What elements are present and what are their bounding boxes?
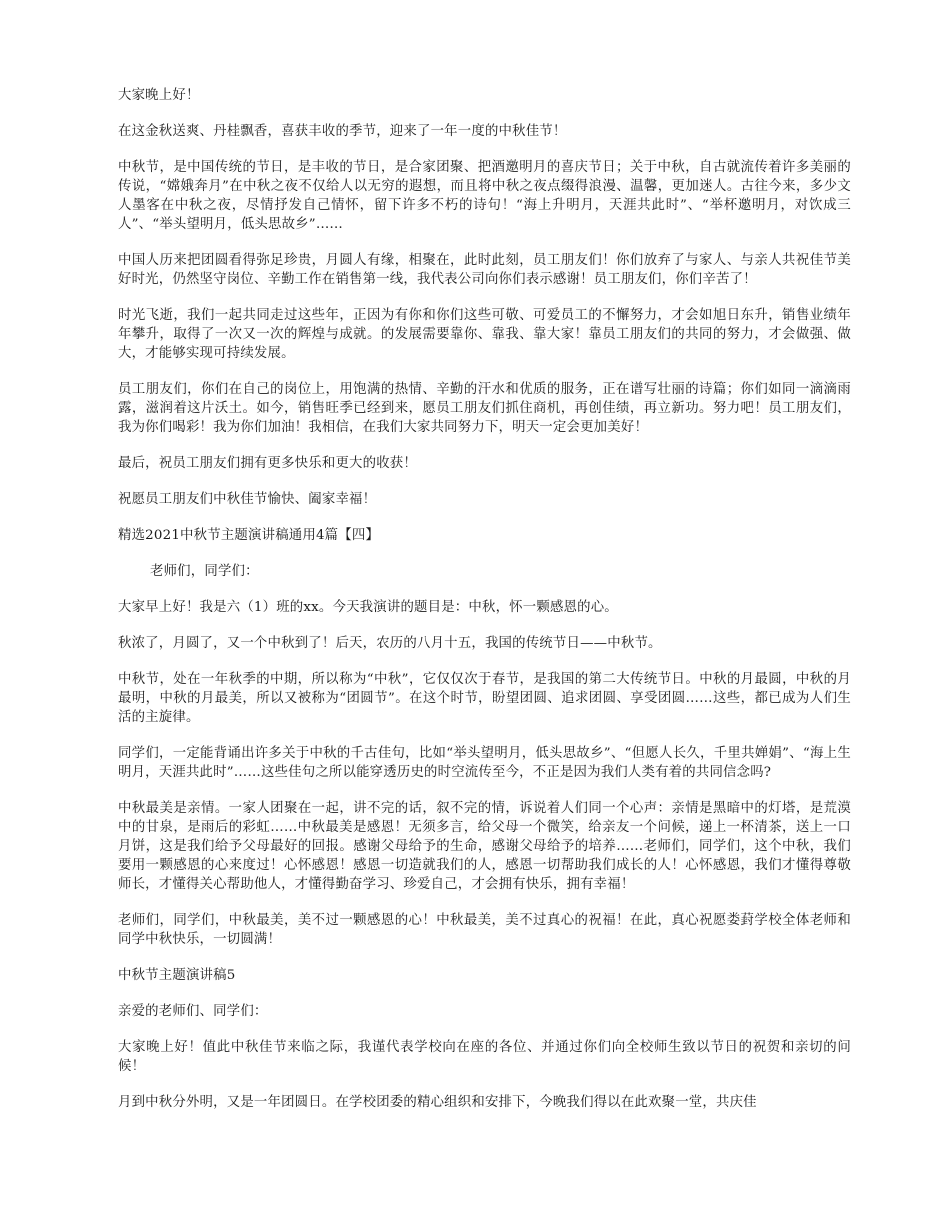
section-heading: 中秋节主题演讲稿5 [118,968,236,983]
paragraph-intro: 在这金秋送爽、丹桂飘香，喜获丰收的季节，迎来了一年一度的中秋佳节！ [118,124,567,139]
paragraph: 最后，祝员工朋友们拥有更多快乐和更大的收获！ [118,456,417,471]
paragraph: 月到中秋分外明，又是一年团圆日。在学校团委的精心组织和安排下，今晚我们得以在此欢聚一堂，共庆佳 [118,1095,757,1110]
paragraph-salutation: 老师们，同学们： [150,564,259,579]
paragraph: 大家早上好！我是六（1）班的xx。今天我演讲的题目是：中秋，怀一颗感恩的心。 [118,600,618,615]
paragraph-salutation: 亲爱的老师们、同学们： [118,1004,268,1019]
paragraph: 员工朋友们，你们在自己的岗位上，用饱满的热情、辛勤的汗水和优质的服务，正在谱写壮丽的诗篇；你们如同一滴滴雨露，滋润着这片沃土。如今，销售旺季已经到来，愿员工朋友们抓住商机，再创佳绩，再立新功。努力吧！员工朋友们，我为你们喝彩！我为你们加油！我相信，在我们大家共同努力下，明天一定会更加美好！ [118,382,851,435]
paragraph: 老师们，同学们，中秋最美，美不过一颗感恩的心！中秋最美，美不过真心的祝福！在此，真心祝愿娄葑学校全体老师和同学中秋快乐，一切圆满！ [118,913,851,947]
paragraph: 中秋节，是中国传统的节日，是丰收的节日，是合家团聚、把酒邀明月的喜庆节日；关于中秋，自古就流传着许多美丽的传说，“嫦娥奔月”在中秋之夜不仅给人以无穷的遐想，而且将中秋之夜点缀得浪漫、温馨，更加迷人。古往今来，多少文人墨客在中秋之夜，尽情抒发自己情怀，留下许多不朽的诗句！“海上升明月，天涯共此时”、“举杯邀明月，对饮成三人”、“举头望明月，低头思故乡”…… [118,160,851,232]
paragraph: 中国人历来把团圆看得弥足珍贵，月圆人有缘，相聚在，此时此刻，员工朋友们！你们放弃了与家人、与亲人共祝佳节美好时光，仍然坚守岗位、辛勤工作在销售第一线，我代表公司向你们表示感谢！员工朋友们，你们辛苦了！ [118,253,851,287]
section-heading: 精选2021中秋节主题演讲稿通用4篇【四】 [118,528,380,543]
paragraph: 中秋节，处在一年秋季的中期，所以称为“中秋”，它仅仅次于春节，是我国的第二大传统节日。中秋的月最圆，中秋的月最明，中秋的月最美，所以又被称为“团圆节”。在这个时节，盼望团圆、追求团圆、享受团圆……这些，都已成为人们生活的主旋律。 [118,672,851,725]
paragraph: 时光飞逝，我们一起共同走过这些年，正因为有你和你们这些可敬、可爱员工的不懈努力，才会如旭日东升，销售业绩年年攀升，取得了一次又一次的辉煌与成就。的发展需要靠你、靠我、靠大家！靠员工朋友们的共同的努力，才会做强、做大，才能够实现可持续发展。 [118,308,851,361]
paragraph: 祝愿员工朋友们中秋佳节愉快、阖家幸福！ [118,492,377,507]
document-body [118,86,851,1129]
paragraph: 秋浓了，月圆了，又一个中秋到了！后天，农历的八月十五，我国的传统节日——中秋节。 [118,636,662,651]
paragraph: 同学们，一定能背诵出许多关于中秋的千古佳句，比如“举头望明月，低头思故乡”、“但愿人长久，千里共婵娟”、“海上生明月，天涯共此时”……这些佳句之所以能穿透历史的时空流传至今，不正是因为我们人类有着的共同信念吗? [118,746,851,780]
paragraph: 大家晚上好！值此中秋佳节来临之际，我谨代表学校向在座的各位、并通过你们向全校师生致以节日的祝贺和亲切的问候！ [118,1040,851,1074]
paragraph: 中秋最美是亲情。一家人团聚在一起，讲不完的话，叙不完的情，诉说着人们同一个心声：亲情是黑暗中的灯塔，是荒漠中的甘泉，是雨后的彩虹……中秋最美是感恩！无须多言，给父母一个微笑，给亲友一个问候，递上一杯清茶，送上一口月饼，这是我们给予父母最好的回报。感谢父母给予的生命，感谢父母给予的培养……老师们，同学们，这个中秋，我们要用一颗感恩的心来度过！心怀感恩！感恩一切造就我们的人，感恩一切帮助我们成长的人！心怀感恩，我们才懂得尊敬师长，才懂得关心帮助他人，才懂得勤奋学习、珍爱自己，才会拥有快乐，拥有幸福！ [118,801,851,892]
paragraph-greeting: 大家晚上好！ [118,88,200,103]
